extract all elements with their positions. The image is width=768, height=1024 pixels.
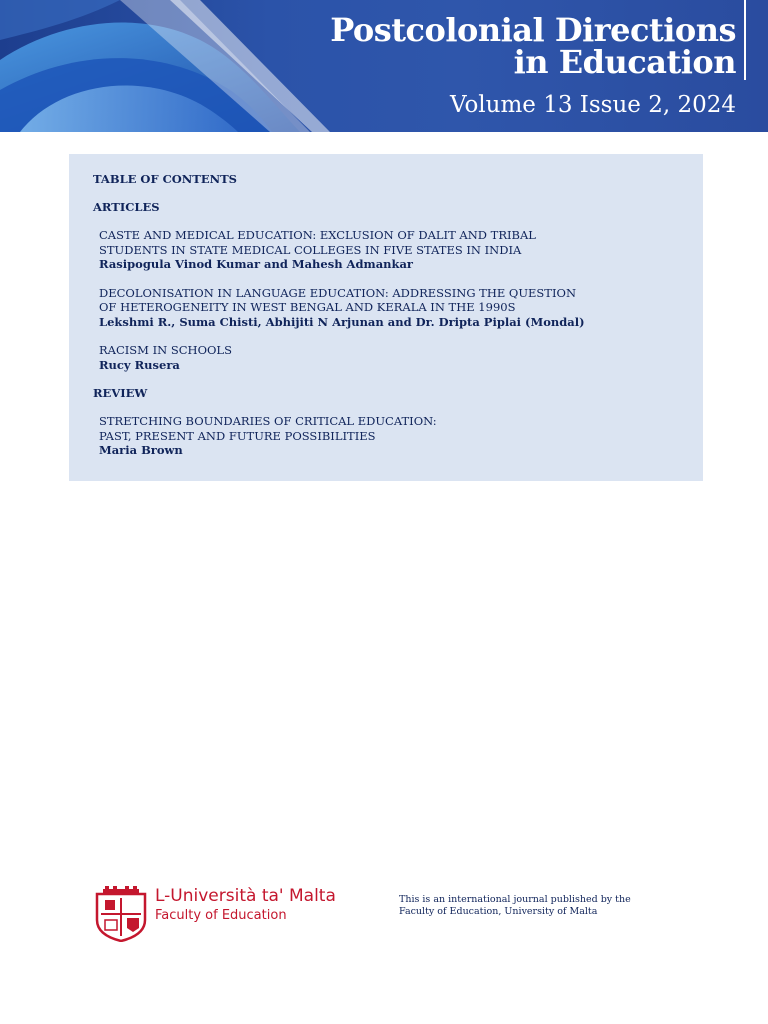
table-of-contents [69,154,703,481]
toc-entry[interactable] [99,414,679,458]
article-authors: Rasipogula Vinod Kumar and Mahesh Admankar [99,257,413,271]
article-title[interactable]: RACISM IN SCHOOLS [99,343,232,357]
publisher-note: This is an international journal published by the Faculty of Education, University of Malta [399,894,631,917]
toc-entry[interactable] [99,286,679,330]
review-title[interactable]: STRETCHING BOUNDARIES OF CRITICAL EDUCATION: PAST, PRESENT AND FUTURE POSSIBILITIES [99,414,437,443]
journal-title-line-2: in Education [513,43,736,81]
article-title[interactable]: CASTE AND MEDICAL EDUCATION: EXCLUSION OF DALIT AND TRIBAL STUDENTS IN STATE MEDICAL COLLEGES IN FIVE STATES IN INDIA [99,228,536,257]
university-crest-logo [93,886,149,942]
section-label-review: REVIEW [93,386,148,400]
cover-banner [0,0,768,132]
review-author: Maria Brown [99,443,183,457]
issue-label: Volume 13 Issue 2, 2024 [449,92,736,118]
journal-title [330,11,736,81]
article-title[interactable]: DECOLONISATION IN LANGUAGE EDUCATION: ADDRESSING THE QUESTION OF HETEROGENEITY IN WEST BENGAL AND KERALA IN THE 1990S [99,285,577,314]
toc-heading: TABLE OF CONTENTS [93,172,237,186]
toc-entry[interactable] [99,343,679,372]
article-authors: Rucy Rusera [99,357,180,372]
toc-entry[interactable] [99,228,679,272]
article-authors: Lekshmi R., Suma Chisti, Abhijiti N Arjunan and Dr. Dripta Piplai (Mondal) [99,314,585,329]
journal-title-line-1: Postcolonial Directions [330,11,736,49]
university-name: L-Università ta' Malta [155,886,336,906]
faculty-name: Faculty of Education [155,908,287,923]
title-divider [744,0,746,80]
section-label-articles: ARTICLES [93,200,160,214]
